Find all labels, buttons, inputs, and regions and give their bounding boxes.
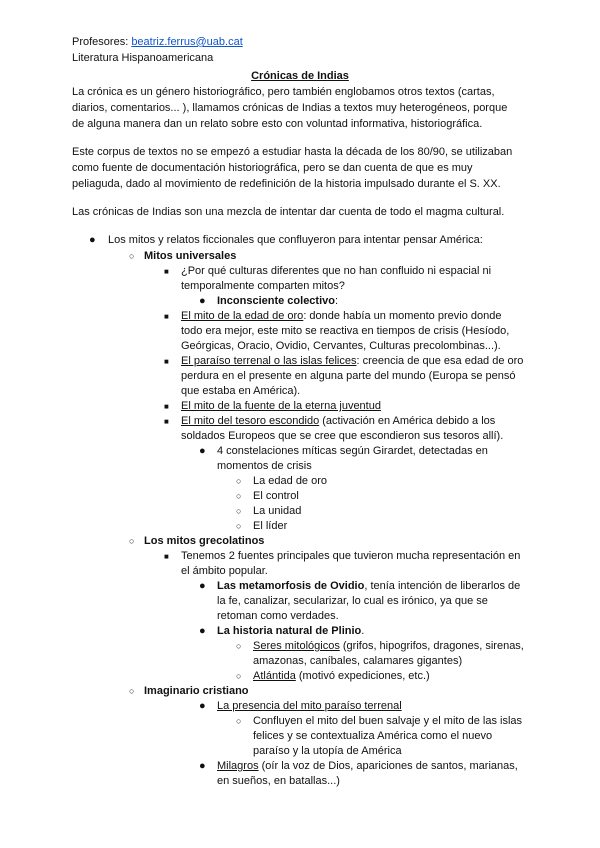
tesoro-item (181, 414, 495, 429)
intro-line: La crónica es un género historiográfico, pero también englobamos otros textos (cartas, (72, 86, 495, 98)
constelacion-item: El control (253, 490, 299, 502)
paraiso-title: El paraíso terrenal o las islas felices (181, 355, 357, 367)
ovidio-rest: , tenía intención de liberarlos de (364, 580, 521, 592)
tesoro-rest: (activación en América debido a los (319, 415, 496, 427)
course-name: Literatura Hispanoamericana (72, 52, 214, 64)
bullet-circle-icon: ○ (236, 491, 242, 501)
bullet-square-icon: ■ (164, 312, 169, 321)
bullet-circle-icon: ○ (236, 476, 242, 486)
bullet-circle-icon: ○ (129, 536, 135, 546)
ovidio-item (217, 579, 520, 594)
atlantida-item (253, 669, 430, 684)
inconsciente-colon: : (334, 295, 339, 307)
confluyen-line: Confluyen el mito del buen salvaje y el mito de las islas (253, 715, 523, 727)
email-link[interactable]: beatriz.ferrus@uab.cat (131, 36, 243, 48)
bullet-square-icon: ■ (164, 402, 169, 411)
corpus-line: Este corpus de textos no se empezó a estudiar hasta la década de los 80/90, se utilizaban (72, 146, 513, 158)
professors-label: Profesores: (72, 36, 132, 48)
constelacion-item: El líder (253, 520, 288, 532)
seres-item (253, 639, 524, 654)
bullet-disc-icon: ● (199, 580, 206, 592)
presencia-item: La presencia del mito paraíso terrenal (217, 700, 402, 712)
atlantida-title: Atlántida (253, 670, 296, 682)
milagros-rest: (oír la voz de Dios, apariciones de santos, marianas, (258, 760, 518, 772)
plinio-punct: . (361, 625, 365, 637)
fuente-item: El mito de la fuente de la eterna juventud (181, 400, 381, 412)
bullet-square-icon: ■ (164, 357, 169, 366)
seres-rest: (grifos, hipogrifos, dragones, sirenas, (339, 640, 524, 652)
paraiso-line: que estaba en América). (181, 385, 301, 397)
outline-l1: Los mitos y relatos ficcionales que confluyeron para intentar pensar América: (108, 234, 483, 246)
bullet-square-icon: ■ (164, 267, 169, 276)
bullet-disc-icon: ● (199, 760, 206, 772)
mezcla-paragraph: Las crónicas de Indias son una mezcla de intentar dar cuenta de todo el magma cultural. (72, 206, 505, 218)
paraiso-rest: : creencia de que esa edad de oro (356, 355, 524, 367)
bullet-square-icon: ■ (164, 552, 169, 561)
intro-line: de alguna manera dan un relato sobre esto con voluntad informativa, historiográfica. (72, 118, 483, 130)
bullet-circle-icon: ○ (236, 671, 242, 681)
section-mitos-universales: Mitos universales (144, 250, 237, 262)
ovidio-line: la fe, canalizar, secularizar, lo cual es irónico, ya que se (217, 595, 488, 607)
bullet-circle-icon: ○ (236, 641, 242, 651)
bullet-square-icon: ■ (164, 417, 169, 426)
inconsciente-item (217, 294, 338, 309)
fuentes-line: el ámbito popular. (181, 565, 268, 577)
bullet-circle-icon: ○ (129, 686, 135, 696)
milagros-line: en sueños, en batallas...) (217, 775, 340, 787)
tesoro-title: El mito del tesoro escondido (181, 415, 320, 427)
confluyen-line: paraíso y la utopía de América (253, 745, 402, 757)
question-line: ¿Por qué culturas diferentes que no han confluido ni espacial ni (181, 265, 492, 277)
oro-title: El mito de la edad de oro (181, 310, 304, 322)
confluyen-line: felices y se contextualiza América como el nuevo (253, 730, 493, 742)
professors-line (72, 35, 243, 50)
fuentes-line: Tenemos 2 fuentes principales que tuvieron mucha representación en (181, 550, 521, 562)
intro-line: diarios, comentarios... ), llamamos crónicas de Indias a textos muy heterogéneos, porque (72, 102, 508, 114)
oro-line: Geórgicas, Oracio, Ovidio, Cervantes, Culturas precolombinas...). (181, 340, 501, 352)
paraiso-line: perdura en el presente en alguna parte del mundo (Europa se pensó (181, 370, 516, 382)
milagros-item (217, 759, 518, 774)
bullet-disc-icon: ● (89, 234, 96, 246)
corpus-line: como fuente de documentación historiográfica, pero se dan cuenta de que es muy (72, 162, 473, 174)
constelacion-item: La edad de oro (253, 475, 328, 487)
girardet-line: momentos de crisis (217, 460, 312, 472)
atlantida-rest: (motivó expediciones, etc.) (295, 670, 430, 682)
bullet-disc-icon: ● (199, 625, 206, 637)
tesoro-line: soldados Europeos que se cree que escondieron sus tesoros allí). (181, 430, 504, 442)
page-title: Crónicas de Indias (251, 70, 349, 82)
milagros-title: Milagros (217, 760, 259, 772)
inconsciente-label: Inconsciente colectivo (217, 295, 335, 307)
girardet-line: 4 constelaciones míticas según Girardet, detectadas en (217, 445, 488, 457)
bullet-disc-icon: ● (199, 295, 206, 307)
bullet-circle-icon: ○ (236, 521, 242, 531)
constelacion-item: La unidad (253, 505, 302, 517)
seres-line: amazonas, caníbales, calamares gigantes) (253, 655, 463, 667)
bullet-circle-icon: ○ (236, 716, 242, 726)
plinio-title: La historia natural de Plinio (217, 625, 362, 637)
ovidio-title: Las metamorfosis de Ovidio (217, 580, 365, 592)
section-mitos-grecolatinos: Los mitos grecolatinos (144, 535, 265, 547)
oro-item (181, 309, 501, 324)
question-line: temporalmente comparten mitos? (181, 280, 345, 292)
section-imaginario-cristiano: Imaginario cristiano (144, 685, 249, 697)
bullet-disc-icon: ● (199, 700, 206, 712)
bullet-disc-icon: ● (199, 445, 206, 457)
corpus-line: peliaguda, dado al movimiento de redefinición de la historia impulsado durante el S. XX. (72, 178, 501, 190)
plinio-item (217, 624, 364, 639)
ovidio-line: retoman como verdades. (217, 610, 339, 622)
bullet-circle-icon: ○ (129, 251, 135, 261)
oro-line: todo era mejor, este mito se reactiva en tiempos de crisis (Hesíodo, (181, 325, 510, 337)
paraiso-item (181, 354, 523, 369)
seres-title: Seres mitológicos (253, 640, 340, 652)
oro-rest: : donde había un momento previo donde (303, 310, 502, 322)
bullet-circle-icon: ○ (236, 506, 242, 516)
